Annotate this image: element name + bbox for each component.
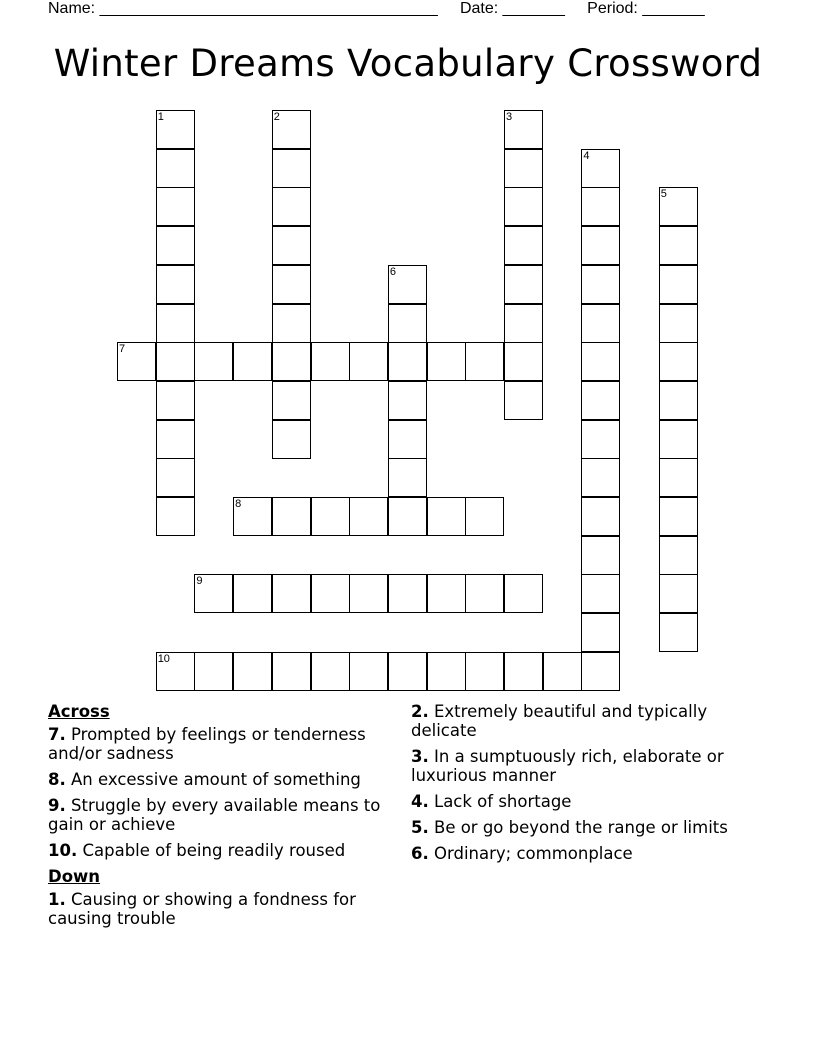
crossword-cell[interactable] bbox=[233, 574, 272, 613]
down-heading: Down bbox=[48, 867, 101, 886]
crossword-cell[interactable] bbox=[427, 652, 466, 691]
crossword-cell[interactable] bbox=[388, 574, 427, 613]
crossword-cell[interactable] bbox=[581, 226, 620, 265]
crossword-cell[interactable] bbox=[156, 458, 195, 497]
crossword-cell[interactable] bbox=[465, 652, 504, 691]
crossword-cell[interactable] bbox=[156, 187, 195, 226]
clue-number: 5 bbox=[660, 188, 667, 201]
crossword-cell[interactable] bbox=[156, 265, 195, 304]
crossword-cell[interactable] bbox=[156, 342, 195, 381]
clue-item bbox=[411, 702, 756, 740]
crossword-cell[interactable] bbox=[388, 304, 427, 343]
crossword-cell[interactable] bbox=[659, 187, 698, 226]
down-clue-list bbox=[48, 890, 388, 928]
crossword-cell[interactable] bbox=[581, 536, 620, 575]
crossword-cell[interactable] bbox=[581, 497, 620, 536]
crossword-cell[interactable] bbox=[504, 187, 543, 226]
crossword-cell[interactable] bbox=[194, 574, 233, 613]
clue-number: 7 bbox=[119, 343, 126, 356]
clue-number: 4 bbox=[583, 149, 590, 162]
crossword-cell[interactable] bbox=[388, 497, 427, 536]
crossword-cell[interactable] bbox=[427, 574, 466, 613]
crossword-cell[interactable] bbox=[427, 497, 466, 536]
crossword-cell[interactable] bbox=[311, 497, 350, 536]
clue-item-number: 8. bbox=[48, 770, 66, 789]
clue-item-number: 9. bbox=[48, 796, 66, 815]
crossword-cell[interactable] bbox=[388, 420, 427, 459]
crossword-cell[interactable] bbox=[581, 342, 620, 381]
page-title: Winter Dreams Vocabulary Crossword bbox=[53, 42, 763, 85]
crossword-cell[interactable] bbox=[659, 265, 698, 304]
clue-item-text: Prompted by feelings or tenderness and/or sadness bbox=[48, 725, 366, 763]
clue-item bbox=[48, 770, 388, 789]
clue-number: 3 bbox=[506, 111, 513, 123]
crossword-cell[interactable] bbox=[581, 187, 620, 226]
crossword-cell[interactable] bbox=[194, 652, 233, 691]
crossword-cell[interactable] bbox=[581, 420, 620, 459]
crossword-cell[interactable] bbox=[659, 458, 698, 497]
clue-number: 8 bbox=[235, 498, 242, 510]
crossword-cell[interactable] bbox=[349, 652, 388, 691]
crossword-cell[interactable] bbox=[349, 342, 388, 381]
crossword-cell[interactable] bbox=[272, 110, 311, 149]
crossword-cell[interactable] bbox=[388, 458, 427, 497]
crossword-cell[interactable] bbox=[156, 381, 195, 420]
crossword-cell[interactable] bbox=[504, 574, 543, 613]
clue-item bbox=[411, 844, 756, 863]
crossword-cell[interactable] bbox=[465, 497, 504, 536]
crossword-cell[interactable] bbox=[156, 110, 195, 149]
clue-item bbox=[48, 725, 388, 763]
crossword-cell[interactable] bbox=[156, 226, 195, 265]
crossword-cell[interactable] bbox=[581, 381, 620, 420]
crossword-cell[interactable] bbox=[117, 342, 156, 381]
crossword-cell[interactable] bbox=[504, 304, 543, 343]
clues-left-column bbox=[48, 702, 388, 935]
across-clue-list bbox=[48, 725, 388, 860]
clue-item bbox=[411, 792, 756, 811]
crossword-cell[interactable] bbox=[272, 574, 311, 613]
crossword-cell[interactable] bbox=[659, 226, 698, 265]
crossword-cell[interactable] bbox=[194, 342, 233, 381]
crossword-cell[interactable] bbox=[465, 574, 504, 613]
crossword-cell[interactable] bbox=[311, 574, 350, 613]
crossword-cell[interactable] bbox=[388, 265, 427, 304]
crossword-cell[interactable] bbox=[659, 497, 698, 536]
crossword-cell[interactable] bbox=[504, 149, 543, 188]
clue-item bbox=[48, 796, 388, 834]
clue-item bbox=[48, 890, 388, 928]
crossword-cell[interactable] bbox=[659, 304, 698, 343]
crossword-cell[interactable] bbox=[156, 304, 195, 343]
crossword-cell[interactable] bbox=[156, 420, 195, 459]
crossword-cell[interactable] bbox=[272, 187, 311, 226]
crossword-cell[interactable] bbox=[233, 342, 272, 381]
crossword-cell[interactable] bbox=[659, 574, 698, 613]
clue-item-text: Ordinary; commonplace bbox=[428, 844, 633, 863]
clue-item bbox=[411, 747, 756, 785]
crossword-cell[interactable] bbox=[388, 652, 427, 691]
clue-item-text: In a sumptuously rich, elaborate or luxurious manner bbox=[411, 747, 724, 785]
period-label: Period: bbox=[587, 0, 643, 17]
clue-item-number: 6. bbox=[411, 844, 429, 863]
crossword-cell[interactable] bbox=[272, 652, 311, 691]
clue-item-number: 2. bbox=[411, 702, 429, 721]
clue-item-text: An excessive amount of something bbox=[65, 770, 361, 789]
crossword-cell[interactable] bbox=[659, 420, 698, 459]
down-clue-list-continued bbox=[411, 702, 756, 863]
crossword-cell[interactable] bbox=[581, 304, 620, 343]
crossword-cell[interactable] bbox=[349, 497, 388, 536]
clue-item-number: 1. bbox=[48, 890, 66, 909]
crossword-cell[interactable] bbox=[659, 381, 698, 420]
crossword-cell[interactable] bbox=[233, 497, 272, 536]
crossword-cell[interactable] bbox=[659, 613, 698, 652]
crossword-cell[interactable] bbox=[427, 342, 466, 381]
crossword-cell[interactable] bbox=[388, 381, 427, 420]
crossword-cell[interactable] bbox=[543, 652, 582, 691]
crossword-cell[interactable] bbox=[272, 304, 311, 343]
crossword-cell[interactable] bbox=[272, 342, 311, 381]
clue-number: 9 bbox=[196, 575, 203, 588]
crossword-cell[interactable] bbox=[272, 149, 311, 188]
crossword-cell[interactable] bbox=[581, 458, 620, 497]
crossword-cell[interactable] bbox=[388, 342, 427, 381]
crossword-cell[interactable] bbox=[504, 265, 543, 304]
clue-item-text: Capable of being readily roused bbox=[77, 841, 346, 860]
clue-item-text: Lack of shortage bbox=[428, 792, 572, 811]
clue-item-text: Extremely beautiful and typically delicate bbox=[411, 702, 708, 740]
across-heading: Across bbox=[48, 702, 110, 721]
crossword-cell[interactable] bbox=[272, 265, 311, 304]
clue-number: 1 bbox=[157, 111, 164, 123]
crossword-cell[interactable] bbox=[465, 342, 504, 381]
clue-item-number: 4. bbox=[411, 792, 429, 811]
clue-item-text: Causing or showing a fondness for causing trouble bbox=[48, 890, 356, 928]
name-label: Name: bbox=[48, 0, 100, 17]
clue-item-number: 5. bbox=[411, 818, 429, 837]
crossword-cell[interactable] bbox=[272, 420, 311, 459]
crossword-cell[interactable] bbox=[504, 381, 543, 420]
crossword-cell[interactable] bbox=[504, 226, 543, 265]
crossword-cell[interactable] bbox=[504, 110, 543, 149]
clue-number: 6 bbox=[389, 265, 397, 278]
crossword-cell[interactable] bbox=[581, 574, 620, 613]
crossword-cell[interactable] bbox=[233, 652, 272, 691]
crossword-cell[interactable] bbox=[581, 652, 620, 691]
clue-item bbox=[48, 841, 388, 860]
clue-item-number: 7. bbox=[48, 725, 66, 744]
clue-number: 10 bbox=[157, 652, 170, 665]
crossword-cell[interactable] bbox=[272, 226, 311, 265]
clue-item-text: Struggle by every available means to gain or achieve bbox=[48, 796, 381, 834]
crossword-cell[interactable] bbox=[272, 381, 311, 420]
crossword-cell[interactable] bbox=[311, 342, 350, 381]
crossword-cell[interactable] bbox=[659, 342, 698, 381]
date-field[interactable]: _______ bbox=[502, 0, 565, 17]
crossword-cell[interactable] bbox=[349, 574, 388, 613]
clue-item bbox=[411, 818, 756, 837]
clue-number: 2 bbox=[273, 111, 280, 123]
name-field[interactable]: ______________________________________ bbox=[99, 0, 438, 17]
crossword-cell[interactable] bbox=[311, 652, 350, 691]
clue-item-text: Be or go beyond the range or limits bbox=[428, 818, 728, 837]
crossword-cell[interactable] bbox=[156, 149, 195, 188]
clue-item-number: 3. bbox=[411, 747, 429, 766]
crossword-cell[interactable] bbox=[581, 613, 620, 652]
crossword-cell[interactable] bbox=[272, 497, 311, 536]
clues-right-column bbox=[411, 702, 756, 870]
crossword-cell[interactable] bbox=[156, 652, 195, 691]
crossword-cell[interactable] bbox=[504, 342, 543, 381]
crossword-cell[interactable] bbox=[659, 536, 698, 575]
period-field[interactable]: _______ bbox=[642, 0, 705, 17]
crossword-cell[interactable] bbox=[581, 265, 620, 304]
date-label: Date: bbox=[459, 0, 503, 17]
crossword-cell[interactable] bbox=[504, 652, 543, 691]
crossword-cell[interactable] bbox=[581, 149, 620, 188]
crossword-cell[interactable] bbox=[156, 497, 195, 536]
clue-item-number: 10. bbox=[48, 841, 78, 860]
